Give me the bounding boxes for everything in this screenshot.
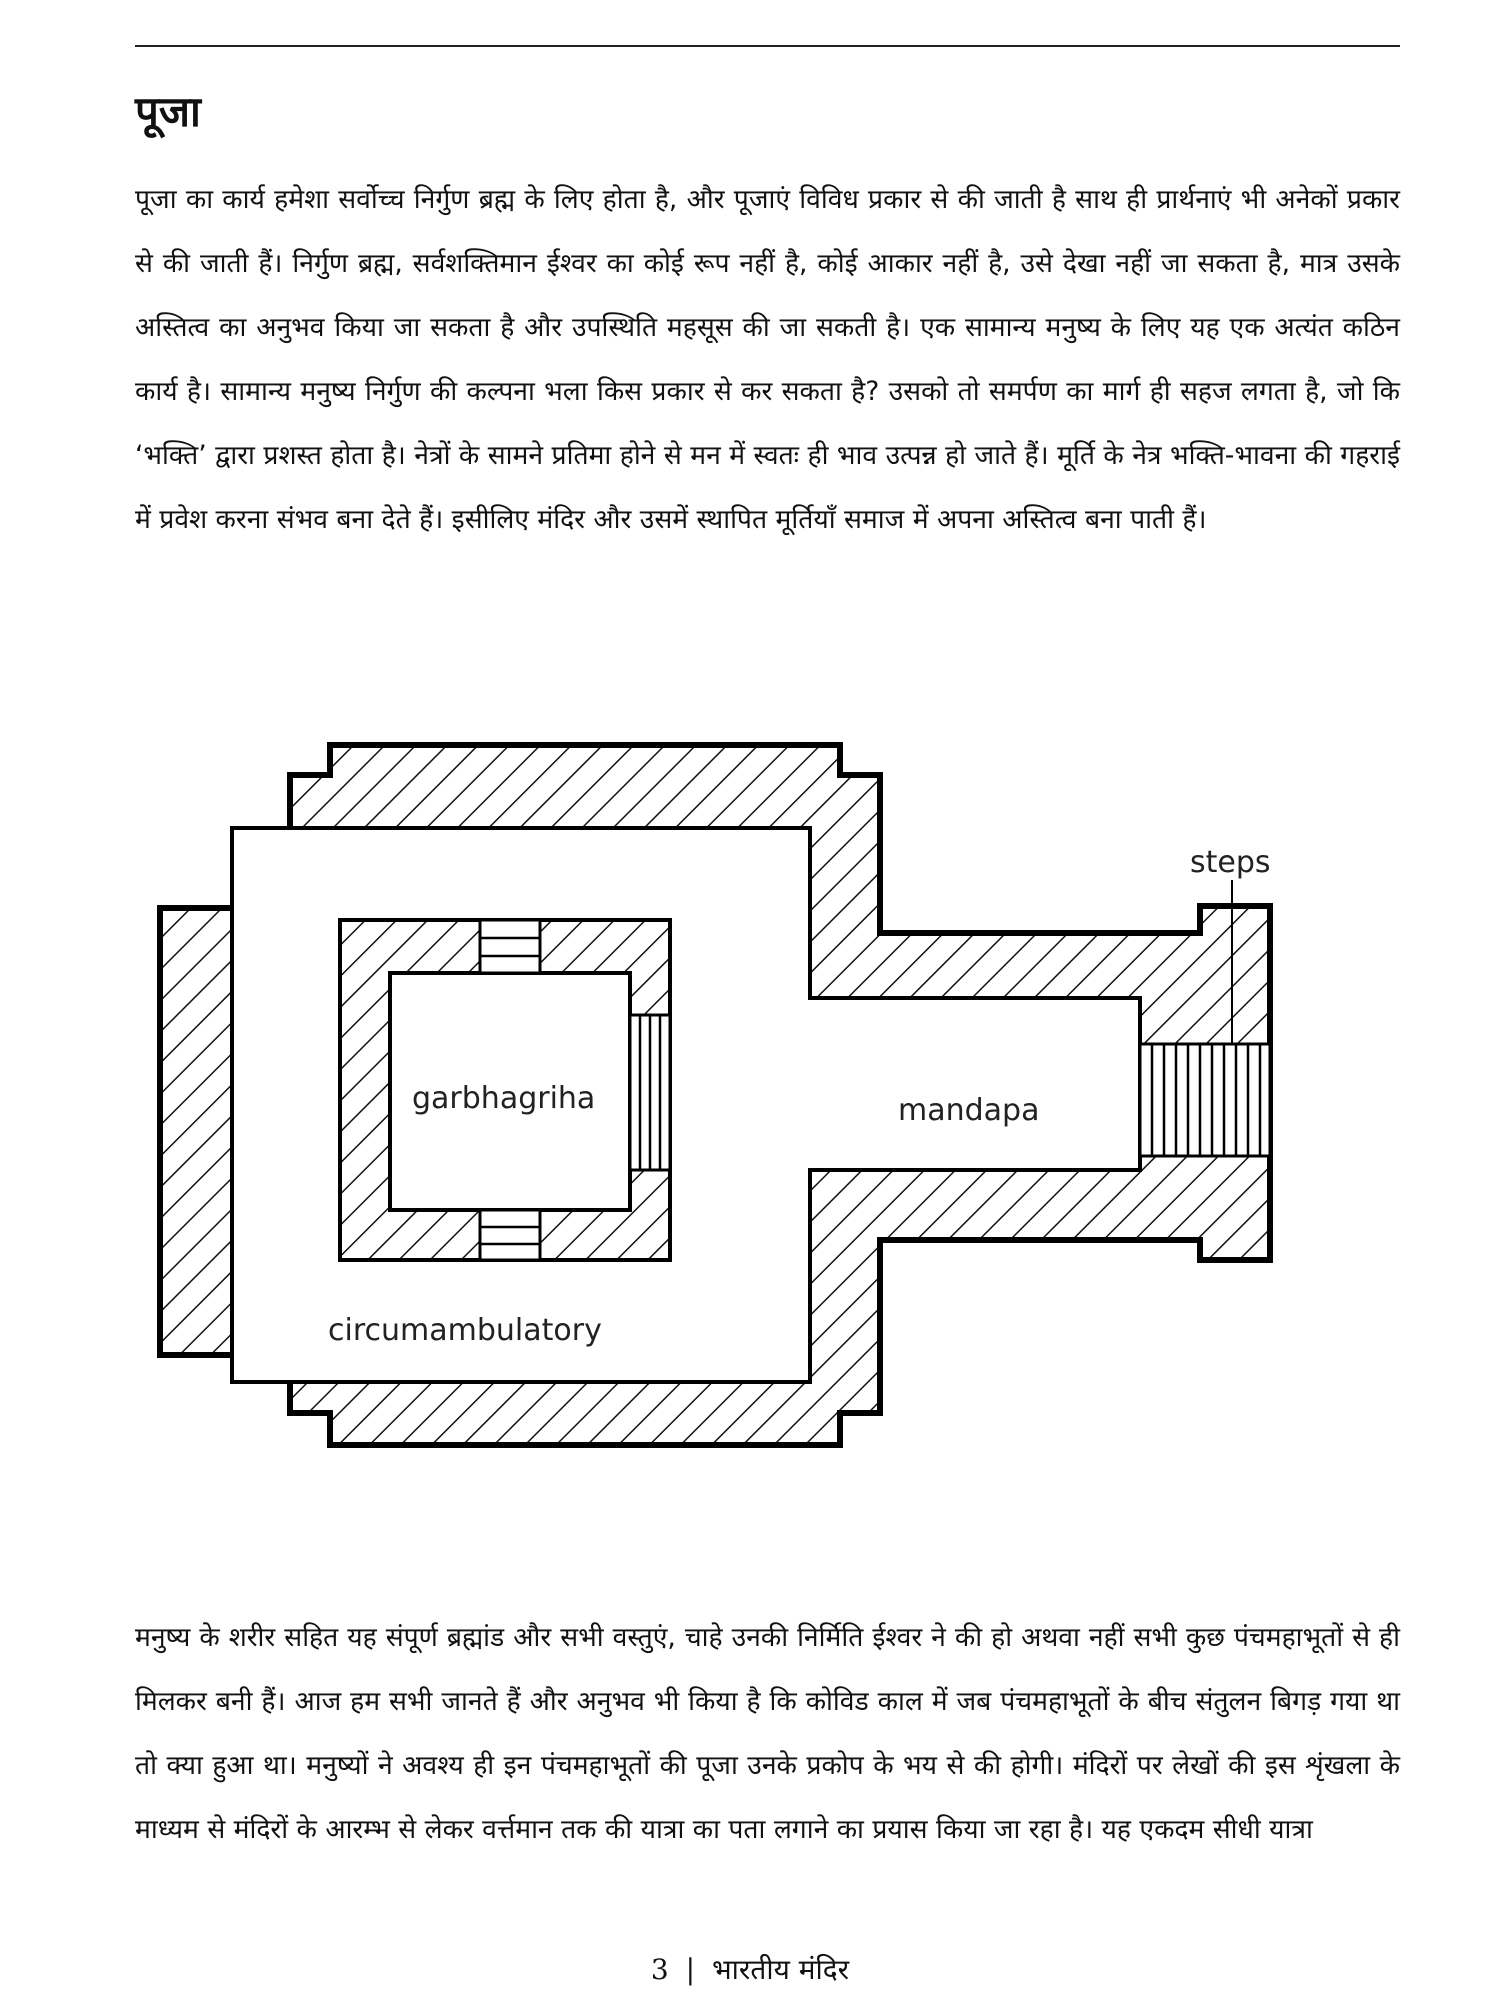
steps-block	[1140, 1044, 1270, 1156]
label-garbhagriha: garbhagriha	[412, 1081, 596, 1116]
garbhagriha-bottom-opening	[480, 1210, 540, 1260]
label-steps: steps	[1190, 845, 1271, 880]
paragraph-1: पूजा का कार्य हमेशा सर्वोच्च निर्गुण ब्रह्म के लिए होता है, और पूजाएं विविध प्रकार से की जाती है साथ ही प्रार्थनाएं भी अनेकों प्रकार से की जाती हैं। निर्गुण ब्रह्म, सर्वशक्तिमान ईश्वर का कोई रूप नहीं है, कोई आकार नहीं है, उसे देखा नहीं जा सकता है, मात्र उसके अस्तित्व का अनुभव किया जा सकता है और उपस्थिति महसूस की जा सकती है। एक सामान्य मनुष्य के लिए यह एक अत्यंत कठिन कार्य है। सामान्य मनुष्य निर्गुण की कल्पना भला किस प्रकार से कर सकता है? उसको तो समर्पण का मार्ग ही सहज लगता है, जो कि ‘भक्ति’ द्वारा प्रशस्त होता है। नेत्रों के सामने प्रतिमा होने से मन में स्वतः ही भाव उत्पन्न हो जाते हैं। मूर्ति के नेत्र भक्ति-भावना की गहराई में प्रवेश करना संभव बना देते हैं। इसीलिए मंदिर और उसमें स्थापित मूर्तियाँ समाज में अपना अस्तित्व बना पाती हैं।	[135, 184, 1400, 535]
paragraph-2: मनुष्य के शरीर सहित यह संपूर्ण ब्रह्मांड और सभी वस्तुएं, चाहे उनकी निर्मिति ईश्वर ने की हो अथवा नहीं सभी कुछ पंचमहाभूतों से ही मिलकर बनी हैं। आज हम सभी जानते हैं और अनुभव भी किया है कि कोविड काल में जब पंचमहाभूतों के बीच संतुलन बिगड़ गया था तो क्या हुआ था। मनुष्यों ने अवश्य ही इन पंचमहाभूतों की पूजा उनके प्रकोप के भय से की होगी। मंदिरों पर लेखों की इस शृंखला के माध्यम से मंदिरों के आरम्भ से लेकर वर्त्तमान तक की यात्रा का पता लगाने का प्रयास किया जा रहा है। यह एकदम सीधी यात्रा	[135, 1622, 1400, 1845]
temple-plan-diagram	[140, 740, 1400, 1500]
label-circumambulatory: circumambulatory	[328, 1313, 602, 1348]
page-heading: पूजा	[135, 87, 201, 136]
book-title: भारतीय मंदिर	[712, 1953, 850, 1986]
page-footer	[0, 1950, 1500, 1990]
label-mandapa: mandapa	[898, 1093, 1040, 1128]
footer-separator: |	[685, 1953, 696, 1986]
garbhagriha-top-opening	[480, 920, 540, 973]
top-rule	[135, 45, 1400, 47]
page-number: 3	[650, 1953, 669, 1986]
